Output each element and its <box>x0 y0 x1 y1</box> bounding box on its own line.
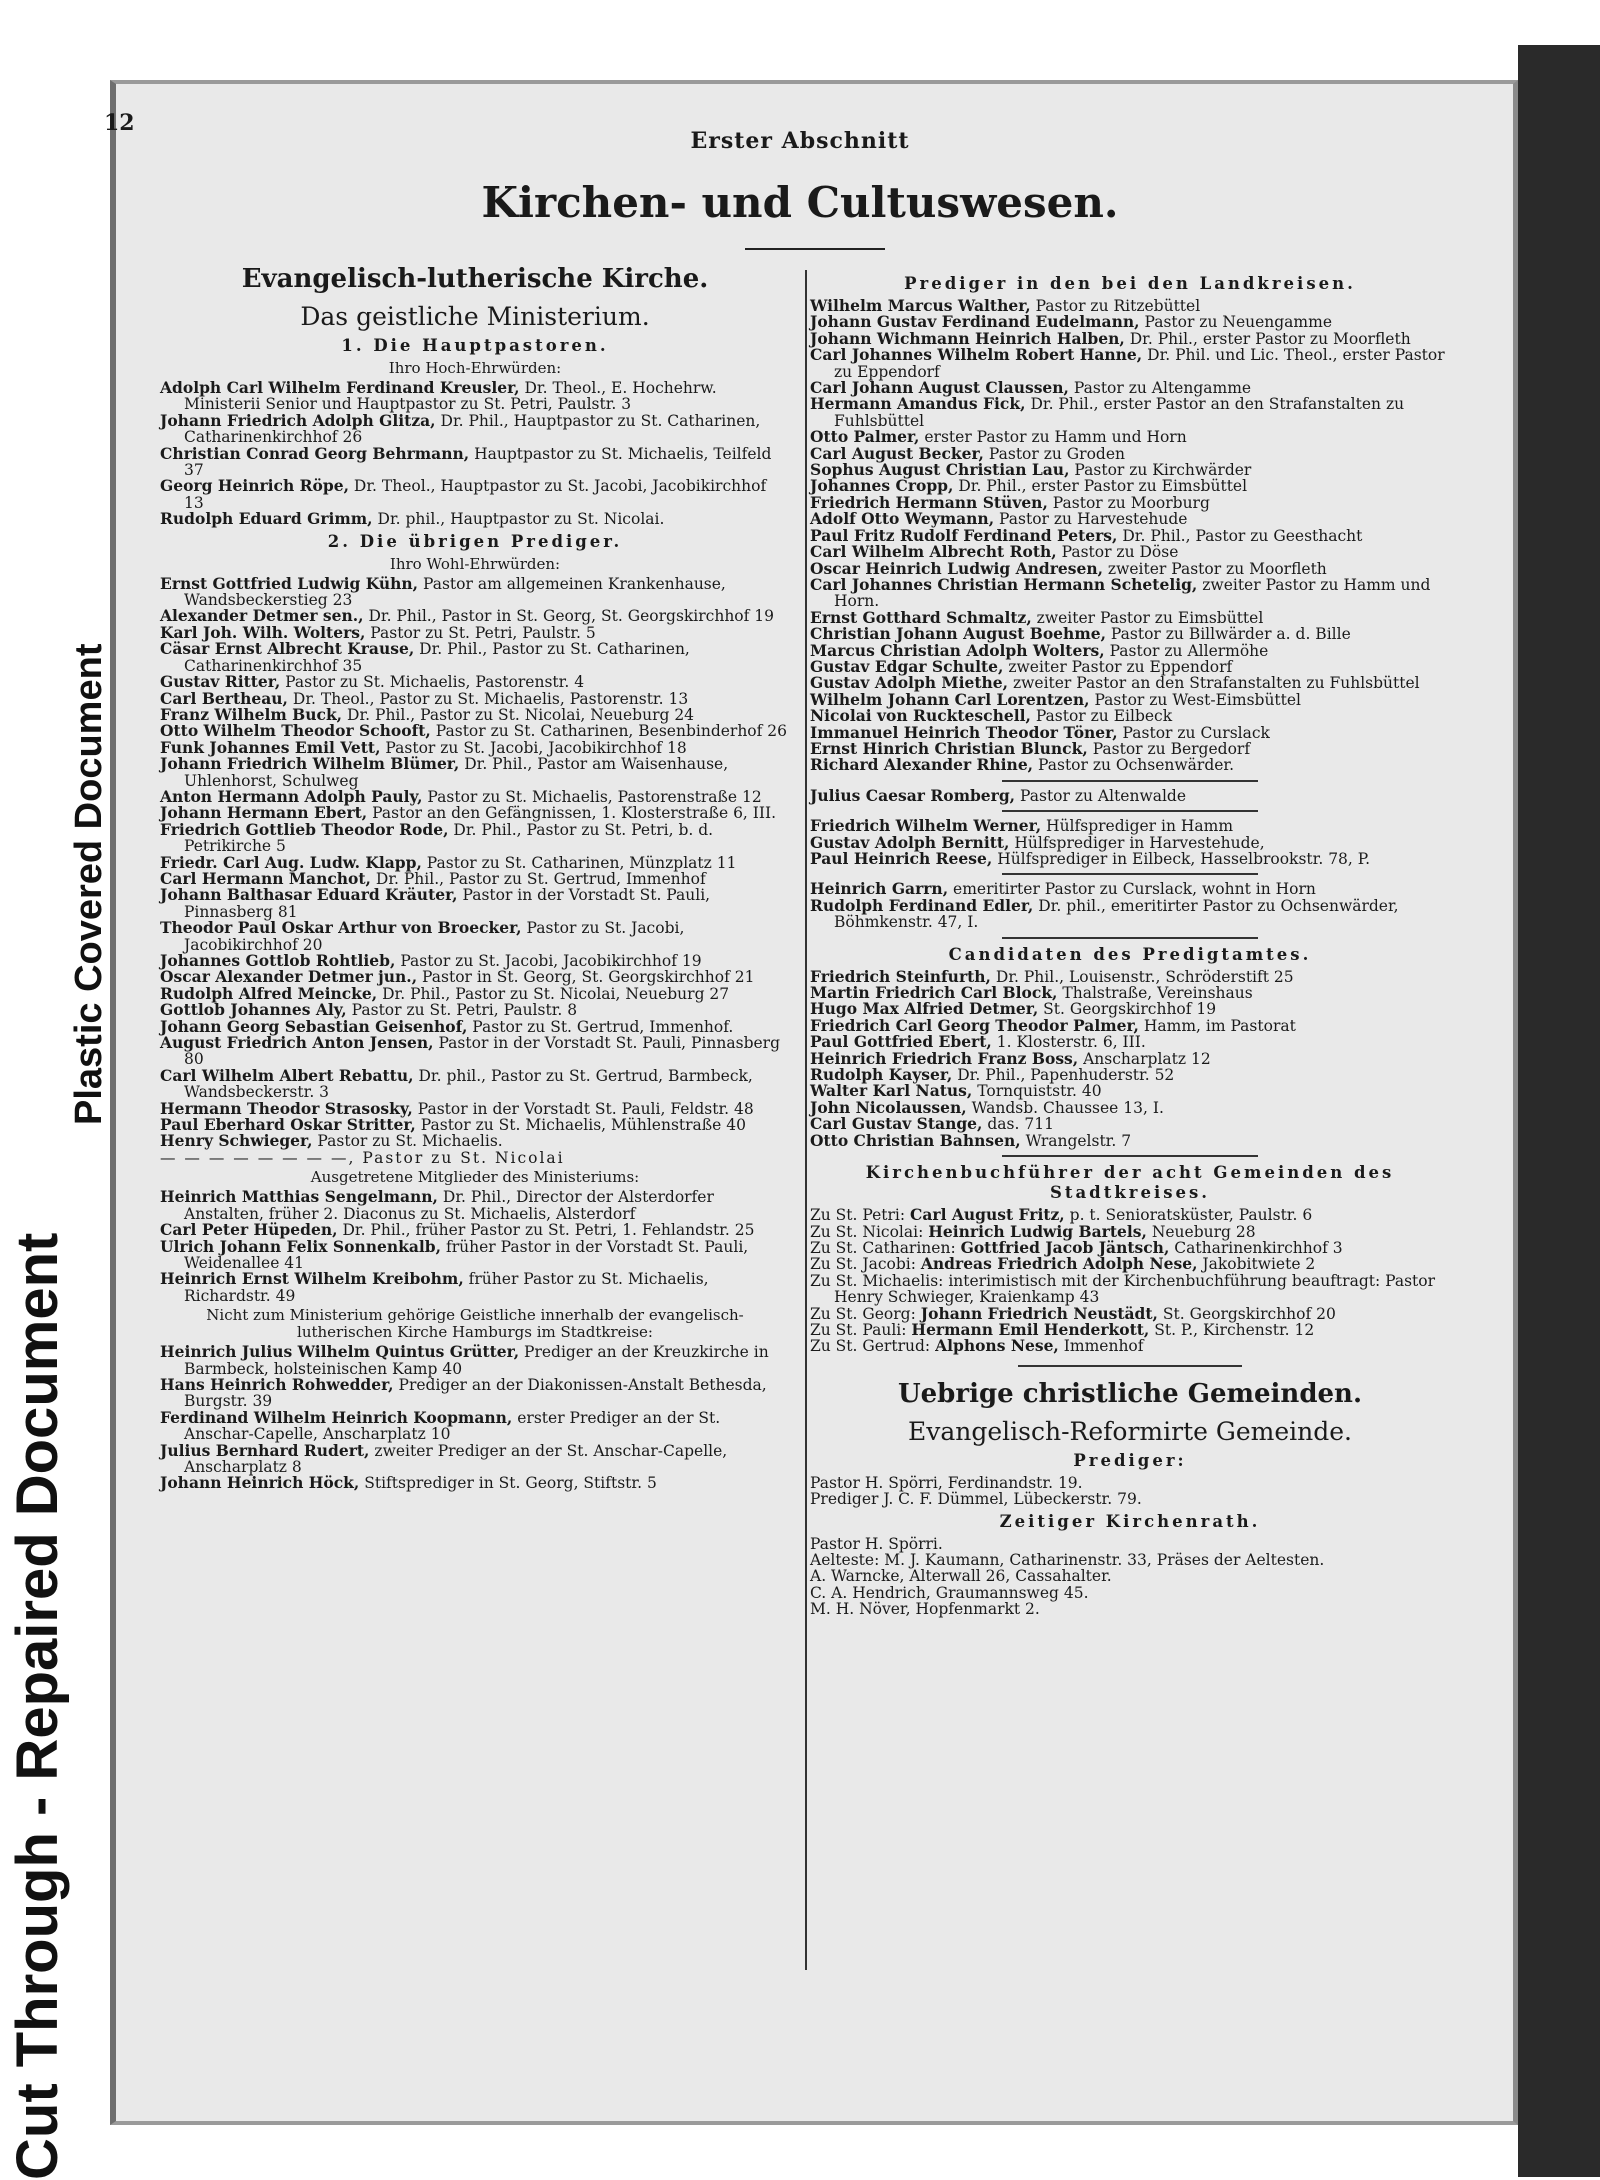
entry-name: Gustav Edgar Schulte, <box>810 656 1004 676</box>
list-item <box>160 1271 790 1304</box>
entry-name: Johann Balthasar Eduard Kräuter, <box>160 885 458 905</box>
separator <box>1002 937 1258 939</box>
entry-lead: Zu St. Catharinen: <box>810 1238 956 1257</box>
entry-name: Rudolph Kayser, <box>810 1065 953 1085</box>
plain-list <box>810 1475 1450 1508</box>
entry-name: Alphons Nese, <box>935 1336 1059 1356</box>
list-item <box>160 1407 790 1444</box>
entry-name: Johannes Cropp, <box>810 476 954 496</box>
entry-detail: Dr. Phil., erster Pastor zu Moorfleth <box>1129 329 1411 348</box>
entry-detail: zweiter Pastor an den Strafanstalten zu Fuhlsbüttel <box>1012 674 1420 693</box>
entry-name: Carl Bertheau, <box>160 688 288 708</box>
heading-hauptpastoren: 1. Die Hauptpastoren. <box>341 336 609 355</box>
main-title: Kirchen- und Cultuswesen. <box>481 178 1119 227</box>
entry-detail: Dr. phil., Hauptpastor zu St. Nicolai. <box>377 510 665 529</box>
heading-prediger-reformirt: Prediger: <box>1073 1450 1187 1470</box>
entry-name: Julius Bernhard Rudert, <box>160 1440 370 1460</box>
entry-name: Ernst Hinrich Christian Blunck, <box>810 738 1088 758</box>
entry-list <box>160 1344 790 1492</box>
list-item <box>810 1319 1450 1339</box>
separator <box>1002 1155 1258 1157</box>
entry-name: Julius Caesar Romberg, <box>810 785 1016 805</box>
entry-detail: Pastor zu Bergedorf <box>1092 739 1251 758</box>
entry-detail: Dr. Phil., erster Pastor zu Eimsbüttel <box>958 477 1248 496</box>
entry-name: Johann Heinrich Höck, <box>160 1473 360 1493</box>
entry-name: Carl Wilhelm Albrecht Roth, <box>810 542 1057 562</box>
list-item: Aelteste: M. J. Kaumann, Catharinenstr. 33, Präses der Aeltesten. <box>810 1550 1325 1569</box>
entry-detail: Prediger an der Diakonissen-Anstalt Bethesda, Burgstr. 39 <box>184 1375 767 1411</box>
separator <box>1002 873 1258 875</box>
entry-detail: Pastor an den Gefängnissen, 1. Klosterstraße 6, III. <box>372 804 777 823</box>
list-item <box>160 380 790 413</box>
entry-name: Rudolph Ferdinand Edler, <box>810 895 1034 915</box>
entry-name: Martin Friedrich Carl Block, <box>810 983 1058 1003</box>
entry-name: Hugo Max Alfried Detmer, <box>810 999 1039 1019</box>
entry-detail: Jakobitwiete 2 <box>1202 1255 1316 1274</box>
entry-name: Carl Peter Hüpeden, <box>160 1220 338 1240</box>
entry-detail: Pastor zu St. Jacobi, Jacobikirchhof 20 <box>184 919 685 954</box>
entry-detail: Dr. Phil., Pastor am Waisenhause, Uhlenhorst, Schulweg <box>184 755 729 790</box>
entry-detail: zweiter Pastor zu Eimsbüttel <box>1036 608 1264 627</box>
entry-detail: Pastor zu St. Michaelis, Mühlenstraße 40 <box>420 1116 746 1135</box>
list-item <box>160 819 790 856</box>
list-item <box>160 511 790 527</box>
entry-detail: Pastor zu Altengamme <box>1073 379 1252 398</box>
entry-detail: 1. Klosterstr. 6, III. <box>996 1033 1146 1052</box>
entry-name: Hermann Amandus Fick, <box>810 394 1026 414</box>
entry-name: Friedr. Carl Aug. Ludw. Klapp, <box>160 852 422 872</box>
list-item <box>810 396 1450 429</box>
entry-name: Alexander Detmer sen., <box>160 606 364 626</box>
entry-name: Gustav Adolph Miethe, <box>810 673 1009 693</box>
entry-detail: p. t. Senioratsküster, Paulstr. 6 <box>1069 1206 1313 1225</box>
entry-name: Hermann Emil Henderkott, <box>911 1319 1150 1339</box>
entry-name: Heinrich Ernst Wilhelm Kreibohm, <box>160 1269 464 1289</box>
caption: Ihro Hoch-Ehrwürden: <box>388 359 562 377</box>
list-item <box>160 573 790 610</box>
running-head: Erster Abschnitt <box>690 128 910 154</box>
column-divider <box>805 270 807 1970</box>
entry-name: Christian Johann August Boehme, <box>810 624 1106 644</box>
entry-detail: Immenhof <box>1063 1337 1144 1356</box>
entry-detail: Pastor zu St. Gertrud, Immenhof. <box>472 1017 734 1036</box>
separator <box>1002 810 1258 812</box>
entry-name: Ferdinand Wilhelm Heinrich Koopmann, <box>160 1407 513 1427</box>
entry-name: Hans Heinrich Rohwedder, <box>160 1374 394 1394</box>
entry-detail: das. 711 <box>987 1115 1054 1134</box>
entry-detail: Prediger an der Kreuzkirche in Barmbeck, holsteinischen Kamp 40 <box>184 1343 769 1378</box>
entry-lead: Zu St. Petri: <box>810 1206 906 1225</box>
subtitle: Das geistliche Ministerium. <box>300 302 650 331</box>
entry-detail: St. Georgskirchhof 19 <box>1043 1000 1217 1019</box>
entry-detail: Dr. Phil., Pastor in St. Georg, St. Georgskirchhof 19 <box>368 607 775 626</box>
entry-name: Rudolph Alfred Meincke, <box>160 983 378 1003</box>
entry-detail: Wandsb. Chaussee 13, I. <box>971 1098 1164 1117</box>
list-item <box>160 920 790 953</box>
entry-name: Otto Palmer, <box>810 427 920 447</box>
entry-name: John Nicolaussen, <box>810 1097 967 1117</box>
list-item <box>160 1374 790 1411</box>
entry-name: Paul Gottfried Ebert, <box>810 1032 992 1052</box>
entry-detail: Dr. phil., emeritirter Pastor zu Ochsenwärder, Böhmkenstr. 47, I. <box>834 896 1399 932</box>
list-item <box>810 1273 1450 1306</box>
entry-name: Funk Johannes Emil Vett, <box>160 737 381 757</box>
entry-name: Richard Alexander Rhine, <box>810 755 1034 775</box>
entry-name: Heinrich Friedrich Franz Boss, <box>810 1048 1079 1068</box>
entry-detail: Dr. Phil., Hauptpastor zu St. Catharinen, Catharinenkirchhof 26 <box>184 411 761 447</box>
entry-name: Gottfried Jacob Jäntsch, <box>960 1237 1170 1257</box>
entry-detail: Wrangelstr. 7 <box>1025 1131 1132 1150</box>
entry-detail: zweiter Pastor zu Hamm und Horn. <box>834 575 1431 611</box>
entry-detail: Pastor zu St. Michaelis. <box>317 1132 503 1151</box>
heading-kirchenrath: Zeitiger Kirchenrath. <box>999 1511 1261 1531</box>
list-item: Pastor H. Spörri. <box>810 1534 943 1553</box>
entry-name: Wilhelm Johann Carl Lorentzen, <box>810 689 1090 709</box>
entry-name: Gottlob Johannes Aly, <box>160 1000 347 1020</box>
list-item: A. Warncke, Alterwall 26, Cassahalter. <box>810 1567 1112 1586</box>
entry-name: Friedrich Wilhelm Werner, <box>810 816 1042 836</box>
entry-detail: Dr. Phil., früher Pastor zu St. Petri, 1. Fehlandstr. 25 <box>342 1221 755 1240</box>
entry-name: Johannes Gottlob Rohtlieb, <box>160 951 396 970</box>
entry-name: Paul Eberhard Oskar Stritter, <box>160 1115 416 1135</box>
entry-detail: emeritirter Pastor zu Curslack, wohnt in Horn <box>953 880 1316 899</box>
entry-detail: Pastor zu St. Catharinen, Besenbinderhof 26 <box>435 722 788 741</box>
scan-dark-edge <box>1518 45 1600 2177</box>
separator <box>1002 780 1258 782</box>
entry-list <box>810 818 1450 867</box>
entry-detail: zweiter Prediger an der St. Anschar-Capelle, Anscharplatz 8 <box>184 1441 728 1476</box>
entry-lead: Zu St. Michaelis: <box>810 1271 944 1290</box>
entry-detail: Thalstraße, Vereinshaus <box>1062 984 1253 1003</box>
entry-detail: Dr. Phil., Pastor zu Geesthacht <box>1122 526 1363 545</box>
entry-name: Gustav Ritter, <box>160 672 281 692</box>
entry-name: Anton Hermann Adolph Pauly, <box>160 786 423 806</box>
entry-detail: Pastor in der Vorstadt St. Pauli, Feldstr. 48 <box>417 1099 754 1118</box>
entry-detail: Dr. Phil., Pastor zu St. Nicolai, Neueburg 24 <box>347 705 695 724</box>
entry-detail: Pastor zu St. Jacobi, Jacobikirchhof 18 <box>385 738 687 757</box>
entry-detail: Catharinenkirchhof 3 <box>1174 1238 1343 1257</box>
entry-list <box>160 573 790 1151</box>
heading-kirchenbuchfuehrer: Kirchenbuchführer der acht Gemeinden des Stadtkreises. <box>865 1163 1395 1203</box>
entry-name: Heinrich Julius Wilhelm Quintus Grütter, <box>160 1342 520 1362</box>
entry-detail: Pastor zu St. Catharinen, Münzplatz 11 <box>426 853 737 872</box>
entry-list <box>810 966 1450 1150</box>
entry-name: Henry Schwieger, <box>160 1131 313 1151</box>
entry-name: Ulrich Johann Felix Sonnenkalb, <box>160 1236 442 1256</box>
entry-name: August Friedrich Anton Jensen, <box>160 1033 434 1053</box>
entry-detail: Dr. Phil., Pastor zu St. Catharinen, Catharinenkirchhof 35 <box>184 640 690 675</box>
entry-detail: Hülfsprediger in Hamm <box>1046 817 1234 836</box>
list-item: Prediger J. C. F. Dümmel, Lübeckerstr. 79. <box>810 1490 1142 1509</box>
caption: Nicht zum Ministerium gehörige Geistliche innerhalb der evangelisch-lutherischen Kirche Hamburgs im Stadtkreise: <box>206 1306 744 1342</box>
entry-list <box>810 1207 1450 1355</box>
entry-detail: früher Pastor in der Vorstadt St. Pauli, Weidenallee 41 <box>184 1237 749 1272</box>
entry-detail: früher Pastor zu St. Michaelis, Richardstr. 49 <box>184 1270 709 1305</box>
entry-lead: Zu St. Jacobi: <box>810 1255 916 1274</box>
entry-name: Carl Johann August Claussen, <box>810 378 1069 398</box>
entry-name: Immanuel Heinrich Theodor Töner, <box>810 722 1118 742</box>
entry-name: Hermann Theodor Strasosky, <box>160 1098 413 1118</box>
entry-detail: Hülfsprediger in Harvestehude, <box>1014 833 1265 852</box>
entry-detail: Pastor zu Harvestehude <box>999 510 1188 529</box>
entry-name: Friedrich Hermann Stüven, <box>810 492 1048 512</box>
entry-name: Paul Heinrich Reese, <box>810 849 993 868</box>
entry-name: Cäsar Ernst Albrecht Krause, <box>160 639 415 659</box>
entry-detail: Pastor zu Kirchwärder <box>1074 461 1252 480</box>
list-item <box>160 410 790 447</box>
entry-detail: Pastor zu Allermöhe <box>1109 641 1269 660</box>
entry-detail: Pastor in St. Georg, St. Georgskirchhof 21 <box>422 968 755 987</box>
entry-lead: Zu St. Gertrud: <box>810 1337 931 1356</box>
left-column <box>160 260 790 1492</box>
entry-detail: Pastor am allgemeinen Krankenhause, Wandsbeckerstieg 23 <box>184 574 726 610</box>
entry-detail: Pastor zu Döse <box>1061 543 1179 562</box>
plain-list <box>810 1536 1450 1618</box>
entry-detail: Pastor zu Curslack <box>1122 723 1270 742</box>
entry-name: Adolf Otto Weymann, <box>810 509 995 529</box>
entry-detail: Neueburg 28 <box>1151 1222 1256 1241</box>
title-rule <box>745 248 885 250</box>
entry-name: Paul Fritz Rudolf Ferdinand Peters, <box>810 525 1118 545</box>
entry-detail: Pastor zu Billwärder a. d. Bille <box>1110 625 1351 644</box>
entry-detail: Dr. Phil., Pastor zu St. Petri, b. d. Petrikirche 5 <box>184 820 714 856</box>
stamp-line-repaired: Cut Through - Repaired Document <box>5 1232 70 2180</box>
entry-detail: Pastor zu Ritzebüttel <box>1035 297 1201 315</box>
entry-name: Johann Friedrich Adolph Glitza, <box>160 410 436 430</box>
entry-detail: Hauptpastor zu St. Michaelis, Teilfeld 37 <box>184 444 772 480</box>
entry-detail: Dr. phil., Pastor zu St. Gertrud, Barmbeck, Wandsbeckerstr. 3 <box>184 1066 753 1102</box>
entry-detail: Pastor in der Vorstadt St. Pauli, Pinnasberg 80 <box>184 1034 780 1069</box>
list-item <box>160 641 790 674</box>
entry-name: Otto Wilhelm Theodor Schooft, <box>160 721 431 741</box>
entry-detail: Pastor zu Groden <box>988 444 1125 463</box>
list-item <box>810 785 1450 805</box>
entry-detail: interimistisch mit der Kirchenbuchführung beauftragt: Pastor Henry Schwieger, Kraienkamp 43 <box>834 1271 1436 1307</box>
vacancy-line: — — — — — — — —, Pastor zu St. Nicolai <box>160 1148 565 1167</box>
entry-name: Franz Wilhelm Buck, <box>160 704 343 724</box>
list-item <box>810 1256 1450 1272</box>
list-item: M. H. Növer, Hopfenmarkt 2. <box>810 1600 1040 1619</box>
entry-name: Johann Friedrich Neustädt, <box>920 1303 1158 1323</box>
entry-detail: Pastor zu St. Petri, Paulstr. 5 <box>370 623 596 642</box>
entry-name: Georg Heinrich Röpe, <box>160 476 349 496</box>
entry-detail: St. Georgskirchhof 20 <box>1162 1304 1336 1323</box>
entry-detail: Hamm, im Pastorat <box>1143 1016 1296 1035</box>
entry-detail: erster Prediger an der St. Anschar-Capelle, Anscharplatz 10 <box>184 1408 721 1444</box>
entry-detail: Dr. Phil., Director der Alsterdorfer Anstalten, früher 2. Diaconus zu St. Michaelis, Alsterdorf <box>184 1188 714 1223</box>
entry-lead: Zu St. Georg: <box>810 1304 916 1323</box>
entry-name: Carl Johannes Wilhelm Robert Hanne, <box>810 345 1143 365</box>
entry-name: Wilhelm Marcus Walther, <box>810 296 1031 315</box>
section-title: Evangelisch-lutherische Kirche. <box>241 264 709 294</box>
caption: Ihro Wohl-Ehrwürden: <box>389 554 561 573</box>
entry-name: Gustav Adolph Bernitt, <box>810 832 1010 852</box>
heading-prediger: 2. Die übrigen Prediger. <box>327 531 623 551</box>
list-item <box>160 1189 790 1222</box>
entry-detail: Dr. Phil., Papenhuderstr. 52 <box>957 1066 1175 1085</box>
entry-detail: Pastor zu Eilbeck <box>1035 707 1173 726</box>
list-item <box>810 851 1450 867</box>
stamp-line-plastic: Plastic Covered Document <box>68 643 110 1125</box>
entry-detail: Dr. Phil., Pastor zu St. Gertrud, Immenhof <box>375 869 706 888</box>
entry-detail: Pastor in der Vorstadt St. Pauli, Pinnasberg 81 <box>184 886 711 921</box>
entry-name: Andreas Friedrich Adolph Nese, <box>920 1254 1198 1274</box>
list-item <box>160 1035 790 1068</box>
entry-detail: Pastor zu Moorburg <box>1052 493 1210 512</box>
entry-list <box>160 380 790 528</box>
entry-detail: Stiftsprediger in St. Georg, Stiftstr. 5 <box>364 1474 657 1493</box>
list-item <box>810 1130 1450 1150</box>
entry-detail: Dr. Phil. und Lic. Theol., erster Pastor zu Eppendorf <box>834 346 1445 381</box>
entry-detail: Anscharplatz 12 <box>1083 1049 1211 1068</box>
entry-detail: Pastor zu St. Michaelis, Pastorenstraße 12 <box>427 787 762 806</box>
entry-list <box>810 298 1450 774</box>
entry-detail: Dr. Phil., Louisenstr., Schröderstift 25 <box>995 967 1294 986</box>
list-item <box>160 1344 790 1377</box>
entry-name: Ernst Gottfried Ludwig Kühn, <box>160 573 419 593</box>
list-item <box>810 574 1450 611</box>
list-item <box>810 895 1450 932</box>
list-item <box>810 347 1450 380</box>
entry-name: Ernst Gotthard Schmaltz, <box>810 607 1032 627</box>
entry-name: Nicolai von Ruckteschell, <box>810 706 1031 726</box>
list-item <box>160 887 790 920</box>
entry-detail: Dr. Theol., Hauptpastor zu St. Jacobi, Jacobikirchhof 13 <box>184 477 767 512</box>
entry-detail: Pastor zu West-Eimsbüttel <box>1094 690 1302 709</box>
entry-lead: Zu St. Nicolai: <box>810 1222 924 1241</box>
entry-name: Christian Conrad Georg Behrmann, <box>160 443 470 463</box>
entry-name: Carl Hermann Manchot, <box>160 868 371 888</box>
entry-name: Marcus Christian Adolph Wolters, <box>810 640 1105 660</box>
entry-name: Carl Johannes Christian Hermann Schetelig, <box>810 574 1198 594</box>
entry-name: Theodor Paul Oskar Arthur von Broecker, <box>160 918 522 938</box>
list-item <box>810 757 1450 773</box>
list-item <box>810 1338 1450 1354</box>
entry-name: Carl Gustav Stange, <box>810 1114 983 1134</box>
list-item <box>160 1236 790 1272</box>
entry-name: Oscar Heinrich Ludwig Andresen, <box>810 558 1103 578</box>
entry-name: Sophus August Christian Lau, <box>810 460 1070 480</box>
entry-name: Friedrich Carl Georg Theodor Palmer, <box>810 1015 1139 1035</box>
list-item: C. A. Hendrich, Graumannsweg 45. <box>810 1583 1089 1602</box>
entry-list <box>810 881 1450 930</box>
entry-name: Friedrich Steinfurth, <box>810 966 991 986</box>
entry-detail: Dr. Theol., E. Hochehrw. Ministerii Senior und Hauptpastor zu St. Petri, Paulstr. 3 <box>184 379 717 414</box>
entry-name: Johann Friedrich Wilhelm Blümer, <box>160 754 460 774</box>
right-column <box>810 270 1450 1618</box>
entry-name: Carl August Becker, <box>810 443 984 463</box>
entry-detail: zweiter Pastor zu Eppendorf <box>1008 657 1233 676</box>
list-item: Pastor H. Spörri, Ferdinandstr. 19. <box>810 1473 1083 1492</box>
separator <box>1018 1365 1242 1367</box>
entry-name: Heinrich Ludwig Bartels, <box>928 1221 1147 1241</box>
entry-name: Carl Wilhelm Albert Rebattu, <box>160 1065 414 1085</box>
entry-detail: Dr. Phil., erster Pastor an den Strafanstalten zu Fuhlsbüttel <box>834 395 1405 430</box>
list-item <box>160 1133 790 1149</box>
entry-name: Otto Christian Bahnsen, <box>810 1130 1021 1150</box>
entry-name: Johann Wichmann Heinrich Halben, <box>810 328 1125 348</box>
entry-detail: Pastor zu St. Jacobi, Jacobikirchhof 19 <box>400 952 702 970</box>
entry-name: Oscar Alexander Detmer jun., <box>160 967 418 987</box>
entry-detail: Pastor zu Neuengamme <box>1144 313 1332 332</box>
entry-detail: Dr. Theol., Pastor zu St. Michaelis, Pastorenstr. 13 <box>292 689 689 708</box>
entry-detail: erster Pastor zu Hamm und Horn <box>924 428 1187 447</box>
list-item <box>160 443 790 480</box>
entry-detail: Pastor zu Ochsenwärder. <box>1038 756 1235 775</box>
entry-list <box>160 1189 790 1304</box>
entry-lead: Zu St. Pauli: <box>810 1320 907 1339</box>
entry-name: Friedrich Gottlieb Theodor Rode, <box>160 819 449 839</box>
list-item <box>160 1065 790 1102</box>
entry-detail: zweiter Pastor zu Moorfleth <box>1107 559 1327 578</box>
entry-name: Johann Gustav Ferdinand Eudelmann, <box>810 312 1140 332</box>
subtitle: Evangelisch-Reformirte Gemeinde. <box>908 1416 1352 1446</box>
entry-name: Walter Karl Natus, <box>810 1081 973 1101</box>
section-title: Uebrige christliche Gemeinden. <box>897 1378 1363 1409</box>
entry-detail: Pastor zu St. Michaelis, Pastorenstr. 4 <box>285 673 585 692</box>
list-item <box>160 756 790 789</box>
entry-name: Johann Hermann Ebert, <box>160 803 368 823</box>
entry-name: Adolph Carl Wilhelm Ferdinand Kreusler, <box>160 378 520 397</box>
entry-detail: Dr. Phil., Pastor zu St. Nicolai, Neueburg 27 <box>382 984 730 1003</box>
heading-candidaten: Candidaten des Predigtamtes. <box>948 944 1312 964</box>
entry-name: Heinrich Garrn, <box>810 879 949 899</box>
entry-name: Johann Georg Sebastian Geisenhof, <box>160 1016 468 1036</box>
entry-list <box>810 785 1450 805</box>
entry-name: Karl Joh. Wilh. Wolters, <box>160 622 366 642</box>
list-item <box>160 1475 790 1491</box>
entry-detail: St. P., Kirchenstr. 12 <box>1154 1320 1315 1339</box>
entry-detail: Tornquiststr. 40 <box>977 1082 1102 1101</box>
entry-detail: Hülfsprediger in Eilbeck, Hasselbrookstr. 78, P. <box>997 850 1370 868</box>
entry-detail: Pastor zu Altenwalde <box>1020 786 1187 805</box>
entry-name: Carl August Fritz, <box>910 1205 1065 1225</box>
entry-detail: Pastor zu St. Petri, Paulstr. 8 <box>351 1001 578 1020</box>
heading-landkreise: Prediger in den bei den Landkreisen. <box>904 274 1356 293</box>
list-item <box>160 478 790 511</box>
page-number: 12 <box>104 110 135 136</box>
caption: Ausgetretene Mitglieder des Ministeriums: <box>310 1168 640 1187</box>
entry-name: Heinrich Matthias Sengelmann, <box>160 1187 438 1207</box>
entry-name: Rudolph Eduard Grimm, <box>160 509 373 529</box>
list-item <box>160 1440 790 1476</box>
